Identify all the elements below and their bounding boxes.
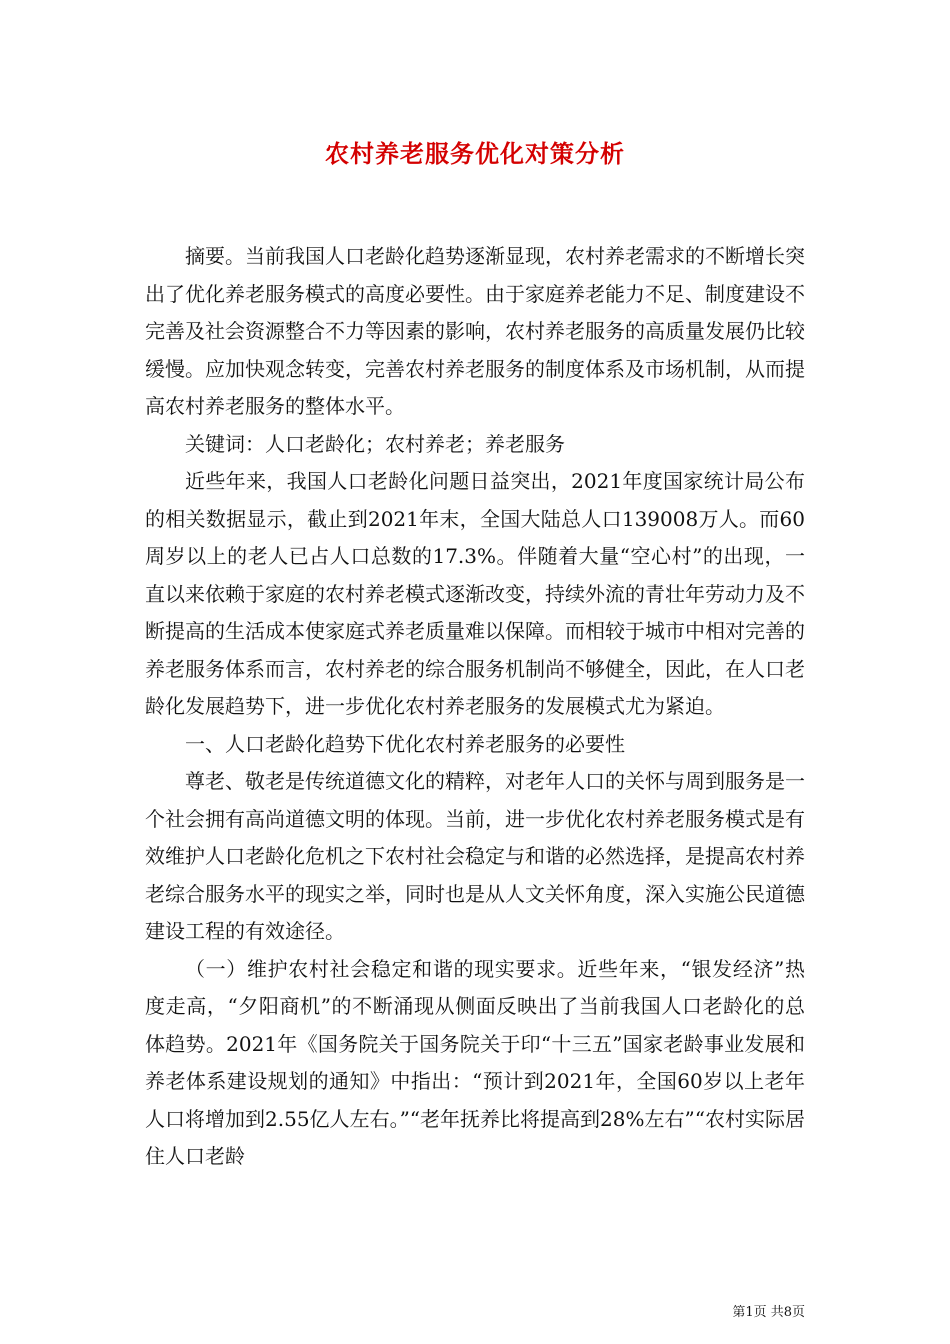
document-body (145, 238, 805, 1176)
page-number: 第1页 共8页 (732, 1305, 805, 1320)
abstract-paragraph: 摘要。当前我国人口老龄化趋势逐渐显现，农村养老需求的不断增长突出了优化养老服务模式的高度必要性。由于家庭养老能力不足、制度建设不完善及社会资源整合不力等因素的影响，农村养老服务的高质量发展仍比较缓慢。应加快观念转变，完善农村养老服务的制度体系及市场机制，从而提高农村养老服务的整体水平。 (145, 244, 805, 418)
document-title: 农村养老服务优化对策分析 (325, 139, 625, 168)
keywords-paragraph: 关键词：人口老龄化；农村养老；养老服务 (185, 431, 565, 456)
section-heading: 一、人口老龄化趋势下优化农村养老服务的必要性 (185, 731, 625, 756)
intro-paragraph: 近些年来，我国人口老龄化问题日益突出，2021年度国家统计局公布的相关数据显示，截止到2021年末，全国大陆总人口139008万人。而60周岁以上的老人已占人口总数的17.3%。伴随着大量“空心村”的出现，一直以来依赖于家庭的农村养老模式逐渐改变，持续外流的青壮年劳动力及不断提高的生活成本使家庭式养老质量难以保障。而相较于城市中相对完善的养老服务体系而言，农村养老的综合服务机制尚不够健全，因此，在人口老龄化发展趋势下，进一步优化农村养老服务的发展模式尤为紧迫。 (145, 469, 805, 718)
body-paragraph: 尊老、敬老是传统道德文化的精粹，对老年人口的关怀与周到服务是一个社会拥有高尚道德文明的体现。当前，进一步优化农村养老服务模式是有效维护人口老龄化危机之下农村社会稳定与和谐的必然选择，是提高农村养老综合服务水平的现实之举，同时也是从人文关怀角度，深入实施公民道德建设工程的有效途径。 (145, 769, 805, 943)
body-paragraph: （一）维护农村社会稳定和谐的现实要求。近些年来，“银发经济”热度走高，“夕阳商机”的不断涌现从侧面反映出了当前我国人口老龄化的总体趋势。2021年《国务院关于国务院关于印“十三五”国家老龄事业发展和养老体系建设规划的通知》中指出：“预计到2021年，全国60岁以上老年人口将增加到2.55亿人左右。”“老年抚养比将提高到28%左右”“农村实际居住人口老龄 (145, 956, 805, 1168)
